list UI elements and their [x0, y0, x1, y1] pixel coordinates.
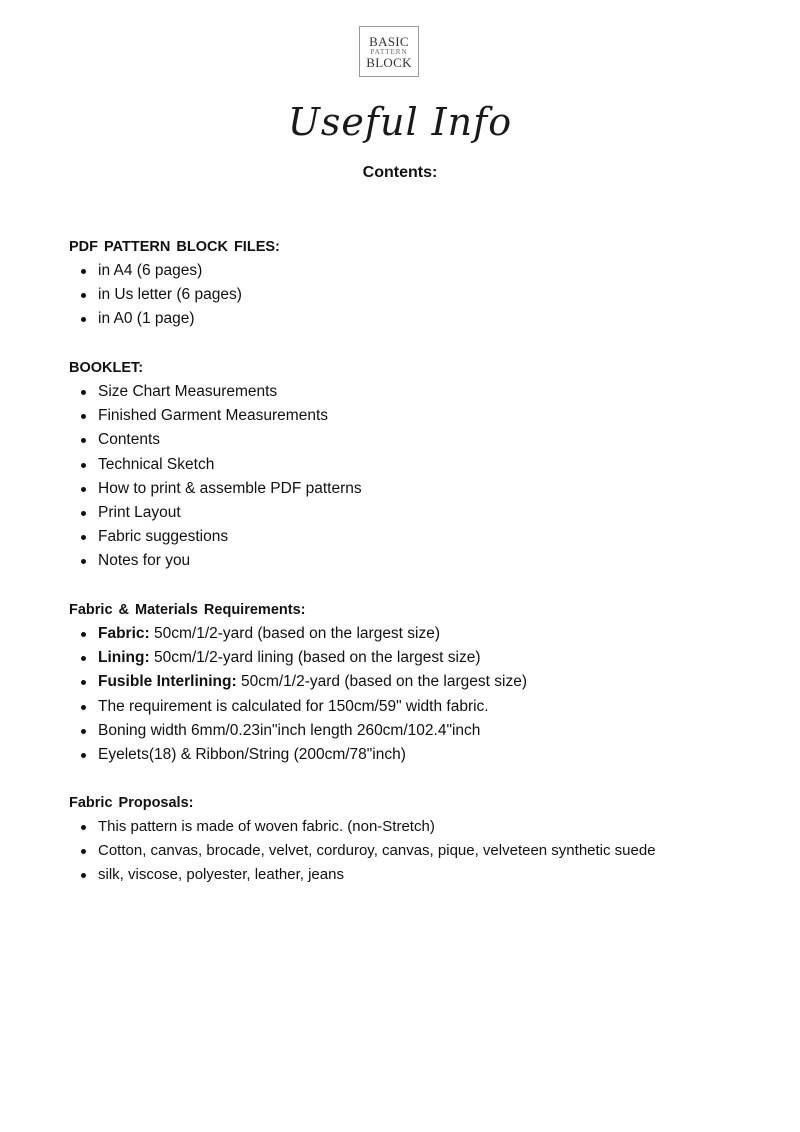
list-item	[69, 719, 789, 743]
item-text: The requirement is calculated for 150cm/59" width fabric.	[98, 697, 489, 715]
list-item: Technical Sketch	[69, 453, 789, 477]
logo-line-block: BLOCK	[366, 54, 412, 70]
requirements-heading: Fabric & Materials Requirements:	[69, 602, 306, 618]
item-label: Fusible Interlining:	[98, 673, 237, 691]
list-item: Finished Garment Measurements	[69, 404, 789, 428]
booklet-section	[69, 356, 789, 574]
list-item	[69, 695, 789, 719]
item-text: 50cm/1/2-yard lining (based on the largest size)	[149, 649, 481, 667]
list-item: How to print & assemble PDF patterns	[69, 477, 789, 501]
contents-heading: Contents:	[362, 164, 438, 181]
item-text: 50cm/1/2-yard (based on the largest size)	[149, 625, 441, 642]
script-title: Useful Info	[287, 100, 513, 144]
list-item: in A4 (6 pages)	[69, 259, 789, 283]
list-item: Contents	[69, 428, 789, 452]
pdf-files-heading: PDF PATTERN BLOCK FILES:	[69, 239, 280, 255]
pdf-files-section	[69, 235, 789, 332]
proposals-list	[69, 815, 789, 888]
item-text: 50cm/1/2-yard (based on the largest size)	[236, 673, 527, 691]
list-item: Print Layout	[69, 501, 789, 525]
pdf-files-list	[69, 259, 789, 332]
list-item: Fabric suggestions	[69, 525, 789, 549]
proposals-heading: Fabric Proposals:	[69, 795, 194, 811]
list-item	[69, 622, 789, 646]
requirements-section	[69, 598, 789, 767]
list-item: in A0 (1 page)	[69, 307, 789, 331]
booklet-list	[69, 380, 789, 574]
item-label: Fabric:	[98, 625, 150, 642]
list-item: Size Chart Measurements	[69, 380, 789, 404]
list-item: Cotton, canvas, brocade, velvet, corduroy, canvas, pique, velveteen synthetic suede	[69, 839, 789, 863]
list-item	[69, 670, 789, 694]
logo-line-pattern: PATTERN	[370, 47, 408, 56]
list-item	[69, 743, 789, 767]
item-text: Boning width 6mm/0.23in"inch length 260cm/102.4"inch	[98, 721, 481, 739]
brand-logo	[359, 26, 419, 77]
list-item: silk, viscose, polyester, leather, jeans	[69, 863, 789, 887]
requirements-list	[69, 622, 789, 767]
logo-line-basic: BASIC	[369, 33, 409, 49]
list-item	[69, 646, 789, 670]
list-item: in Us letter (6 pages)	[69, 283, 789, 307]
item-text: Eyelets(18) & Ribbon/String (200cm/78"inch)	[98, 745, 406, 763]
list-item: Notes for you	[69, 549, 789, 573]
booklet-heading: BOOKLET:	[69, 360, 144, 376]
list-item: This pattern is made of woven fabric. (non-Stretch)	[69, 815, 789, 839]
item-label: Lining:	[98, 649, 150, 667]
proposals-section	[69, 791, 789, 888]
